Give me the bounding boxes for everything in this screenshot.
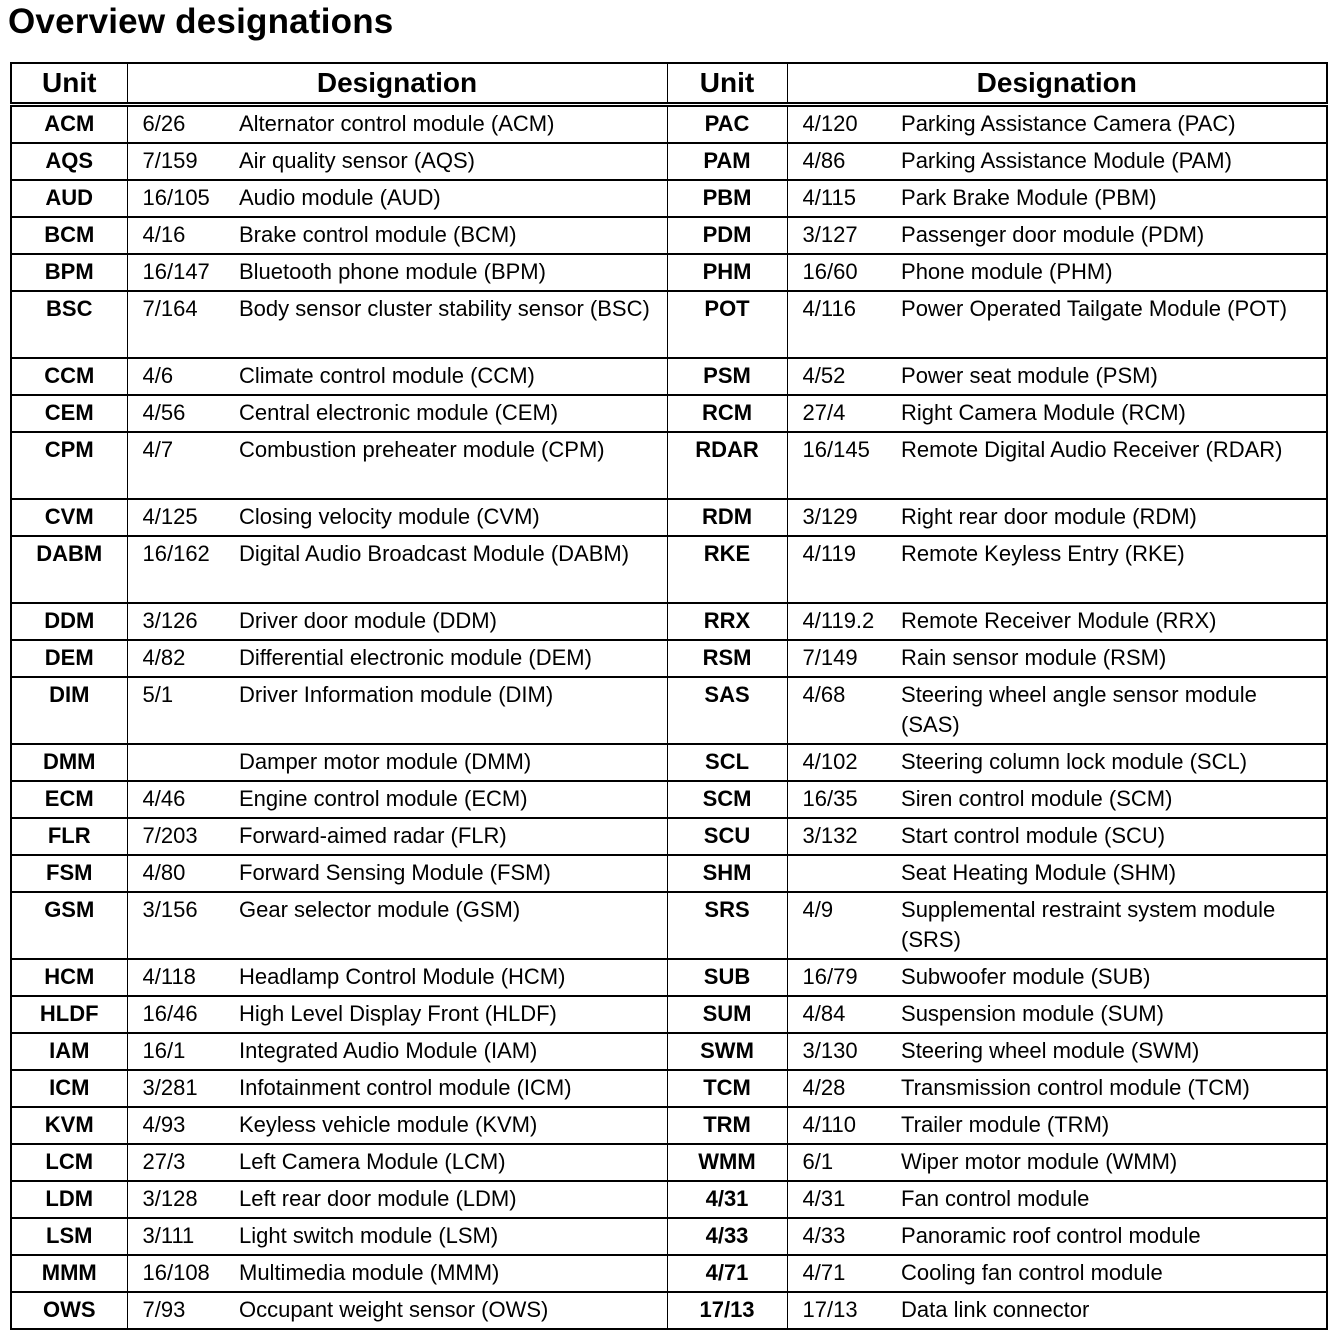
- left-code-cell: 16/147: [127, 254, 239, 291]
- right-unit-cell: 4/33: [667, 1218, 787, 1255]
- right-designation-cell: Steering wheel module (SWM): [901, 1033, 1327, 1070]
- right-unit-cell: 4/31: [667, 1181, 787, 1218]
- left-designation-cell: Damper motor module (DMM): [239, 744, 667, 781]
- left-unit-cell: DABM: [11, 536, 127, 603]
- left-code-cell: 4/93: [127, 1107, 239, 1144]
- left-code-cell: 3/281: [127, 1070, 239, 1107]
- right-unit-cell: 17/13: [667, 1292, 787, 1329]
- right-code-cell: 4/84: [787, 996, 901, 1033]
- right-designation-cell: Remote Keyless Entry (RKE): [901, 536, 1327, 603]
- left-unit-cell: CEM: [11, 395, 127, 432]
- left-unit-cell: BPM: [11, 254, 127, 291]
- right-code-cell: 3/129: [787, 499, 901, 536]
- left-unit-cell: ACM: [11, 105, 127, 144]
- left-unit-cell: BCM: [11, 217, 127, 254]
- left-unit-cell: LSM: [11, 1218, 127, 1255]
- right-code-cell: 3/127: [787, 217, 901, 254]
- right-unit-cell: SAS: [667, 677, 787, 744]
- left-code-cell: 4/56: [127, 395, 239, 432]
- right-unit-cell: SCM: [667, 781, 787, 818]
- unit-header-left: Unit: [11, 63, 127, 105]
- left-unit-cell: CVM: [11, 499, 127, 536]
- left-code-cell: 3/156: [127, 892, 239, 959]
- left-code-cell: 16/46: [127, 996, 239, 1033]
- left-unit-cell: AQS: [11, 143, 127, 180]
- left-designation-cell: Engine control module (ECM): [239, 781, 667, 818]
- left-designation-cell: Combustion preheater module (CPM): [239, 432, 667, 499]
- right-designation-cell: Right rear door module (RDM): [901, 499, 1327, 536]
- left-designation-cell: Differential electronic module (DEM): [239, 640, 667, 677]
- table-row: [11, 855, 1327, 892]
- table-row: [11, 781, 1327, 818]
- left-code-cell: 3/126: [127, 603, 239, 640]
- right-unit-cell: 4/71: [667, 1255, 787, 1292]
- right-unit-cell: SCL: [667, 744, 787, 781]
- right-unit-cell: SRS: [667, 892, 787, 959]
- left-code-cell: 5/1: [127, 677, 239, 744]
- left-designation-cell: Body sensor cluster stability sensor (BSC): [239, 291, 667, 358]
- table-row: [11, 677, 1327, 744]
- right-code-cell: 4/120: [787, 105, 901, 144]
- right-code-cell: 4/52: [787, 358, 901, 395]
- right-code-cell: [787, 855, 901, 892]
- table-row: [11, 640, 1327, 677]
- right-unit-cell: SUB: [667, 959, 787, 996]
- right-designation-cell: Steering column lock module (SCL): [901, 744, 1327, 781]
- right-designation-cell: Remote Digital Audio Receiver (RDAR): [901, 432, 1327, 499]
- right-designation-cell: Phone module (PHM): [901, 254, 1327, 291]
- table-row: [11, 603, 1327, 640]
- right-code-cell: 4/71: [787, 1255, 901, 1292]
- right-designation-cell: Passenger door module (PDM): [901, 217, 1327, 254]
- left-designation-cell: Forward-aimed radar (FLR): [239, 818, 667, 855]
- left-code-cell: 16/105: [127, 180, 239, 217]
- left-unit-cell: MMM: [11, 1255, 127, 1292]
- right-unit-cell: POT: [667, 291, 787, 358]
- table-row: [11, 1107, 1327, 1144]
- left-unit-cell: DMM: [11, 744, 127, 781]
- designation-header-right: Designation: [787, 63, 1327, 105]
- right-code-cell: 4/102: [787, 744, 901, 781]
- right-designation-cell: Power Operated Tailgate Module (POT): [901, 291, 1327, 358]
- right-code-cell: 16/35: [787, 781, 901, 818]
- left-unit-cell: FSM: [11, 855, 127, 892]
- table-row: [11, 1181, 1327, 1218]
- right-designation-cell: Parking Assistance Module (PAM): [901, 143, 1327, 180]
- right-unit-cell: RRX: [667, 603, 787, 640]
- left-designation-cell: Forward Sensing Module (FSM): [239, 855, 667, 892]
- right-code-cell: 3/132: [787, 818, 901, 855]
- table-row: [11, 358, 1327, 395]
- right-code-cell: 4/86: [787, 143, 901, 180]
- left-designation-cell: Air quality sensor (AQS): [239, 143, 667, 180]
- right-code-cell: 3/130: [787, 1033, 901, 1070]
- designations-table: [10, 62, 1328, 1330]
- left-designation-cell: Left Camera Module (LCM): [239, 1144, 667, 1181]
- right-code-cell: 6/1: [787, 1144, 901, 1181]
- right-unit-cell: RDM: [667, 499, 787, 536]
- left-unit-cell: HCM: [11, 959, 127, 996]
- right-unit-cell: PSM: [667, 358, 787, 395]
- left-code-cell: [127, 744, 239, 781]
- table-row: [11, 499, 1327, 536]
- left-code-cell: 16/162: [127, 536, 239, 603]
- left-designation-cell: Climate control module (CCM): [239, 358, 667, 395]
- left-code-cell: 16/1: [127, 1033, 239, 1070]
- right-unit-cell: SWM: [667, 1033, 787, 1070]
- left-unit-cell: ECM: [11, 781, 127, 818]
- left-designation-cell: Brake control module (BCM): [239, 217, 667, 254]
- left-designation-cell: Bluetooth phone module (BPM): [239, 254, 667, 291]
- left-designation-cell: Central electronic module (CEM): [239, 395, 667, 432]
- table-header-row: [11, 63, 1327, 105]
- table-row: [11, 1292, 1327, 1329]
- left-designation-cell: Audio module (AUD): [239, 180, 667, 217]
- table-row: [11, 1070, 1327, 1107]
- right-unit-cell: RKE: [667, 536, 787, 603]
- right-designation-cell: Right Camera Module (RCM): [901, 395, 1327, 432]
- right-designation-cell: Park Brake Module (PBM): [901, 180, 1327, 217]
- left-designation-cell: Integrated Audio Module (IAM): [239, 1033, 667, 1070]
- left-code-cell: 4/16: [127, 217, 239, 254]
- table-row: [11, 959, 1327, 996]
- right-code-cell: 4/28: [787, 1070, 901, 1107]
- right-code-cell: 4/119.2: [787, 603, 901, 640]
- left-designation-cell: Closing velocity module (CVM): [239, 499, 667, 536]
- left-code-cell: 3/128: [127, 1181, 239, 1218]
- left-designation-cell: Digital Audio Broadcast Module (DABM): [239, 536, 667, 603]
- designation-header-left: Designation: [127, 63, 667, 105]
- left-code-cell: 4/6: [127, 358, 239, 395]
- left-code-cell: 7/203: [127, 818, 239, 855]
- table-row: [11, 432, 1327, 499]
- unit-header-right: Unit: [667, 63, 787, 105]
- left-code-cell: 7/93: [127, 1292, 239, 1329]
- right-unit-cell: PAM: [667, 143, 787, 180]
- right-code-cell: 4/110: [787, 1107, 901, 1144]
- right-unit-cell: TCM: [667, 1070, 787, 1107]
- right-unit-cell: SCU: [667, 818, 787, 855]
- left-designation-cell: Gear selector module (GSM): [239, 892, 667, 959]
- right-designation-cell: Siren control module (SCM): [901, 781, 1327, 818]
- right-code-cell: 4/9: [787, 892, 901, 959]
- right-designation-cell: Rain sensor module (RSM): [901, 640, 1327, 677]
- right-unit-cell: WMM: [667, 1144, 787, 1181]
- left-designation-cell: Multimedia module (MMM): [239, 1255, 667, 1292]
- page-title: Overview designations: [8, 2, 394, 41]
- left-unit-cell: ICM: [11, 1070, 127, 1107]
- left-designation-cell: High Level Display Front (HLDF): [239, 996, 667, 1033]
- table-row: [11, 1144, 1327, 1181]
- left-code-cell: 6/26: [127, 105, 239, 144]
- right-code-cell: 4/33: [787, 1218, 901, 1255]
- left-unit-cell: KVM: [11, 1107, 127, 1144]
- table-row: [11, 536, 1327, 603]
- left-unit-cell: DIM: [11, 677, 127, 744]
- table-row: [11, 395, 1327, 432]
- right-designation-cell: Suspension module (SUM): [901, 996, 1327, 1033]
- left-code-cell: 7/159: [127, 143, 239, 180]
- table-row: [11, 254, 1327, 291]
- right-code-cell: 7/149: [787, 640, 901, 677]
- right-code-cell: 4/31: [787, 1181, 901, 1218]
- right-unit-cell: RSM: [667, 640, 787, 677]
- left-designation-cell: Driver Information module (DIM): [239, 677, 667, 744]
- table-row: [11, 1255, 1327, 1292]
- right-designation-cell: Fan control module: [901, 1181, 1327, 1218]
- right-code-cell: 4/116: [787, 291, 901, 358]
- right-code-cell: 4/119: [787, 536, 901, 603]
- right-designation-cell: Parking Assistance Camera (PAC): [901, 105, 1327, 144]
- left-code-cell: 3/111: [127, 1218, 239, 1255]
- left-unit-cell: IAM: [11, 1033, 127, 1070]
- right-designation-cell: Panoramic roof control module: [901, 1218, 1327, 1255]
- right-unit-cell: RCM: [667, 395, 787, 432]
- left-designation-cell: Alternator control module (ACM): [239, 105, 667, 144]
- table-row: [11, 217, 1327, 254]
- left-designation-cell: Driver door module (DDM): [239, 603, 667, 640]
- left-code-cell: 27/3: [127, 1144, 239, 1181]
- table-row: [11, 818, 1327, 855]
- right-code-cell: 16/79: [787, 959, 901, 996]
- left-designation-cell: Left rear door module (LDM): [239, 1181, 667, 1218]
- right-designation-cell: Trailer module (TRM): [901, 1107, 1327, 1144]
- right-code-cell: 27/4: [787, 395, 901, 432]
- table-row: [11, 143, 1327, 180]
- left-designation-cell: Occupant weight sensor (OWS): [239, 1292, 667, 1329]
- right-code-cell: 4/68: [787, 677, 901, 744]
- right-designation-cell: Start control module (SCU): [901, 818, 1327, 855]
- left-code-cell: 4/82: [127, 640, 239, 677]
- left-code-cell: 4/125: [127, 499, 239, 536]
- left-designation-cell: Keyless vehicle module (KVM): [239, 1107, 667, 1144]
- left-designation-cell: Infotainment control module (ICM): [239, 1070, 667, 1107]
- table-row: [11, 180, 1327, 217]
- right-designation-cell: Steering wheel angle sensor module (SAS): [901, 677, 1327, 744]
- table-row: [11, 892, 1327, 959]
- right-unit-cell: RDAR: [667, 432, 787, 499]
- left-unit-cell: HLDF: [11, 996, 127, 1033]
- left-code-cell: 4/7: [127, 432, 239, 499]
- left-designation-cell: Light switch module (LSM): [239, 1218, 667, 1255]
- right-designation-cell: Cooling fan control module: [901, 1255, 1327, 1292]
- left-code-cell: 4/118: [127, 959, 239, 996]
- right-designation-cell: Subwoofer module (SUB): [901, 959, 1327, 996]
- left-unit-cell: OWS: [11, 1292, 127, 1329]
- right-unit-cell: PAC: [667, 105, 787, 144]
- right-designation-cell: Transmission control module (TCM): [901, 1070, 1327, 1107]
- right-designation-cell: Remote Receiver Module (RRX): [901, 603, 1327, 640]
- left-unit-cell: CCM: [11, 358, 127, 395]
- right-code-cell: 16/60: [787, 254, 901, 291]
- right-unit-cell: PDM: [667, 217, 787, 254]
- left-unit-cell: DDM: [11, 603, 127, 640]
- table-row: [11, 996, 1327, 1033]
- table-row: [11, 1033, 1327, 1070]
- right-code-cell: 16/145: [787, 432, 901, 499]
- left-unit-cell: FLR: [11, 818, 127, 855]
- table-row: [11, 105, 1327, 144]
- left-designation-cell: Headlamp Control Module (HCM): [239, 959, 667, 996]
- left-code-cell: 16/108: [127, 1255, 239, 1292]
- right-unit-cell: PHM: [667, 254, 787, 291]
- right-unit-cell: PBM: [667, 180, 787, 217]
- left-unit-cell: AUD: [11, 180, 127, 217]
- left-unit-cell: LDM: [11, 1181, 127, 1218]
- right-unit-cell: SUM: [667, 996, 787, 1033]
- table-row: [11, 291, 1327, 358]
- table-row: [11, 744, 1327, 781]
- left-unit-cell: LCM: [11, 1144, 127, 1181]
- right-designation-cell: Supplemental restraint system module (SRS): [901, 892, 1327, 959]
- left-code-cell: 4/80: [127, 855, 239, 892]
- left-unit-cell: BSC: [11, 291, 127, 358]
- right-unit-cell: SHM: [667, 855, 787, 892]
- right-code-cell: 17/13: [787, 1292, 901, 1329]
- left-unit-cell: GSM: [11, 892, 127, 959]
- right-designation-cell: Data link connector: [901, 1292, 1327, 1329]
- right-designation-cell: Seat Heating Module (SHM): [901, 855, 1327, 892]
- table-row: [11, 1218, 1327, 1255]
- left-unit-cell: DEM: [11, 640, 127, 677]
- right-unit-cell: TRM: [667, 1107, 787, 1144]
- left-unit-cell: CPM: [11, 432, 127, 499]
- right-designation-cell: Wiper motor module (WMM): [901, 1144, 1327, 1181]
- left-code-cell: 7/164: [127, 291, 239, 358]
- right-code-cell: 4/115: [787, 180, 901, 217]
- right-designation-cell: Power seat module (PSM): [901, 358, 1327, 395]
- left-code-cell: 4/46: [127, 781, 239, 818]
